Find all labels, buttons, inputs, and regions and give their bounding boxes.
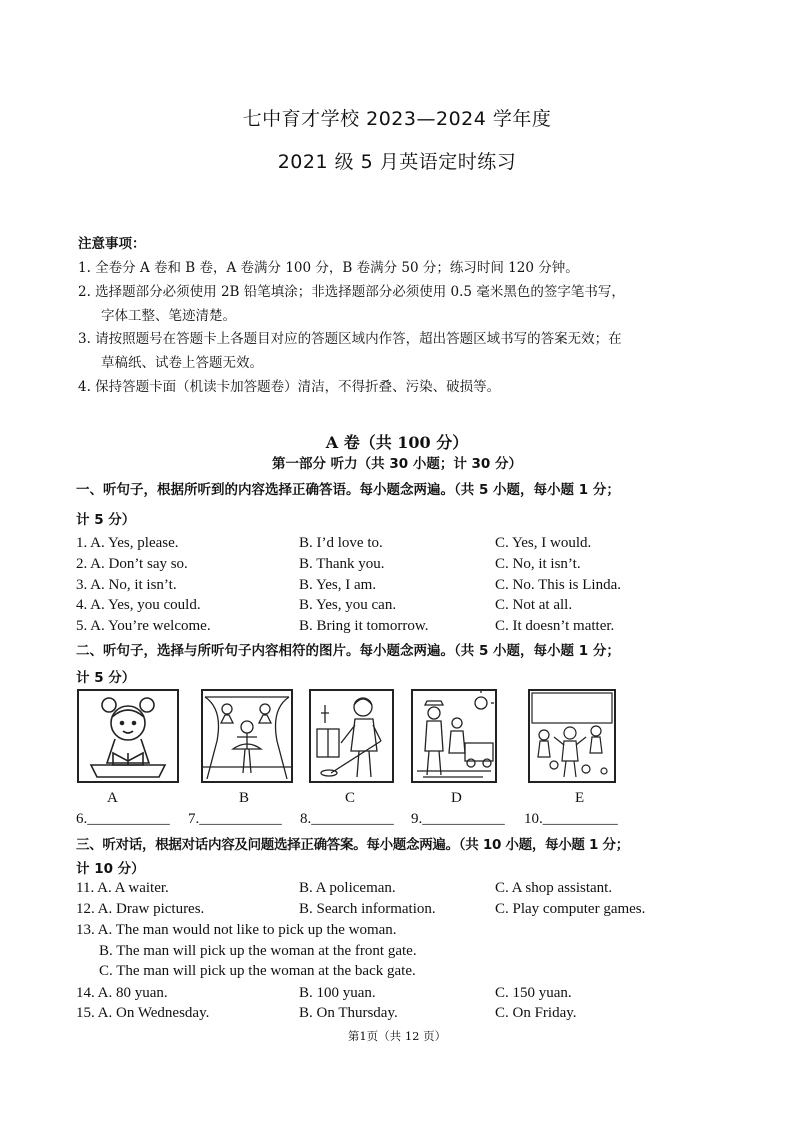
q1-option-b: B. I’d love to. xyxy=(299,535,383,551)
q14-option-c: C. 150 yuan. xyxy=(495,985,572,1001)
answer-blank-6: 6.___________ xyxy=(76,811,170,827)
notice-heading: 注意事项： xyxy=(78,236,146,252)
q1-option-a: 1. A. Yes, please. xyxy=(76,535,179,551)
q2-option-b: B. Thank you. xyxy=(299,556,385,572)
notice-item-2: 2. 选择题部分必须使用 2B 铅笔填涂；非选择题部分必须使用 0.5 毫米黑色的签字笔书写， xyxy=(78,284,625,300)
q13-option-c: C. The man will pick up the woman at the back gate. xyxy=(99,963,416,979)
notice-item-3: 3. 请按照题号在答题卡上各题目对应的答题区域内作答，超出答题区域书写的答案无效；在 xyxy=(78,331,622,347)
picture-label-c: C xyxy=(345,790,356,806)
q13-option-a: 13. A. The man would not like to pick up the woman. xyxy=(76,922,397,938)
q4-option-b: B. Yes, you can. xyxy=(299,597,397,613)
q11-option-c: C. A shop assistant. xyxy=(495,880,613,896)
q14-option-a: 14. A. 80 yuan. xyxy=(76,985,168,1001)
q12-option-c: C. Play computer games. xyxy=(495,901,646,917)
q5-option-c: C. It doesn’t matter. xyxy=(495,618,615,634)
q2-option-a: 2. A. Don’t say so. xyxy=(76,556,188,572)
q3-option-a: 3. A. No, it isn’t. xyxy=(76,577,177,593)
picture-c xyxy=(309,689,394,783)
picture-label-a: A xyxy=(107,790,118,806)
section-3-heading-cont: 计 10 分） xyxy=(76,861,145,877)
answer-blank-8: 8.___________ xyxy=(300,811,394,827)
q12-option-b: B. Search information. xyxy=(299,901,436,917)
q12-option-a: 12. A. Draw pictures. xyxy=(76,901,205,917)
section-2-heading: 二、听句子，选择与所听句子内容相符的图片。每小题念两遍。（共 5 小题，每小题 1 分； xyxy=(76,643,620,659)
section-3-heading: 三、听对话，根据对话内容及问题选择正确答案。每小题念两遍。（共 10 小题，每小题 1 分； xyxy=(76,837,629,853)
kids-playing-icon xyxy=(530,691,614,781)
answer-blank-9: 9.___________ xyxy=(411,811,505,827)
q15-option-a: 15. A. On Wednesday. xyxy=(76,1005,210,1021)
paper-a-title: A 卷（共 100 分） xyxy=(325,433,469,452)
notice-item-2-cont: 字体工整、笔迹清楚。 xyxy=(101,308,236,324)
q15-option-b: B. On Thursday. xyxy=(299,1005,398,1021)
exam-title-school: 七中育才学校 2023—2024 学年度 xyxy=(242,108,552,130)
page-number: 第1页（共 12 页） xyxy=(347,1029,447,1043)
q14-option-b: B. 100 yuan. xyxy=(299,985,376,1001)
picture-a xyxy=(77,689,179,783)
q13-option-b: B. The man will pick up the woman at the front gate. xyxy=(99,943,417,959)
answer-blank-7: 7.___________ xyxy=(188,811,282,827)
notice-item-4: 4. 保持答题卡面（机读卡加答题卷）清洁，不得折叠、污染、破损等。 xyxy=(78,379,501,395)
girl-reading-icon xyxy=(79,691,177,781)
exam-title-grade: 2021 级 5 月英语定时练习 xyxy=(277,151,517,173)
section-2-heading-cont: 计 5 分） xyxy=(76,670,136,686)
q4-option-a: 4. A. Yes, you could. xyxy=(76,597,201,613)
q11-option-b: B. A policeman. xyxy=(299,880,396,896)
notice-item-3-cont: 草稿纸、试卷上答题无效。 xyxy=(101,355,263,371)
answer-blank-10: 10.__________ xyxy=(524,811,618,827)
section-1-heading: 一、听句子，根据所听到的内容选择正确答语。每小题念两遍。（共 5 小题，每小题 1 分； xyxy=(76,482,620,498)
picture-label-e: E xyxy=(575,790,585,806)
notice-item-1: 1. 全卷分 A 卷和 B 卷，A 卷满分 100 分，B 卷满分 50 分；练习时间 120 分钟。 xyxy=(78,260,579,276)
ballet-dancers-icon xyxy=(203,691,291,781)
q15-option-c: C. On Friday. xyxy=(495,1005,577,1021)
q5-option-b: B. Bring it tomorrow. xyxy=(299,618,429,634)
picture-label-d: D xyxy=(451,790,462,806)
q3-option-b: B. Yes, I am. xyxy=(299,577,377,593)
section-1-heading-cont: 计 5 分） xyxy=(76,512,136,528)
part-1-title: 第一部分 听力（共 30 小题；计 30 分） xyxy=(271,456,523,472)
q11-option-a: 11. A. A waiter. xyxy=(76,880,169,896)
picture-d xyxy=(411,689,497,783)
picture-label-b: B xyxy=(239,790,250,806)
q4-option-c: C. Not at all. xyxy=(495,597,573,613)
picture-b xyxy=(201,689,293,783)
q5-option-a: 5. A. You’re welcome. xyxy=(76,618,211,634)
q3-option-c: C. No. This is Linda. xyxy=(495,577,621,593)
crossing-street-icon xyxy=(413,691,495,781)
q2-option-c: C. No, it isn’t. xyxy=(495,556,581,572)
picture-e xyxy=(528,689,616,783)
q1-option-c: C. Yes, I would. xyxy=(495,535,592,551)
woman-mopping-icon xyxy=(311,691,392,781)
